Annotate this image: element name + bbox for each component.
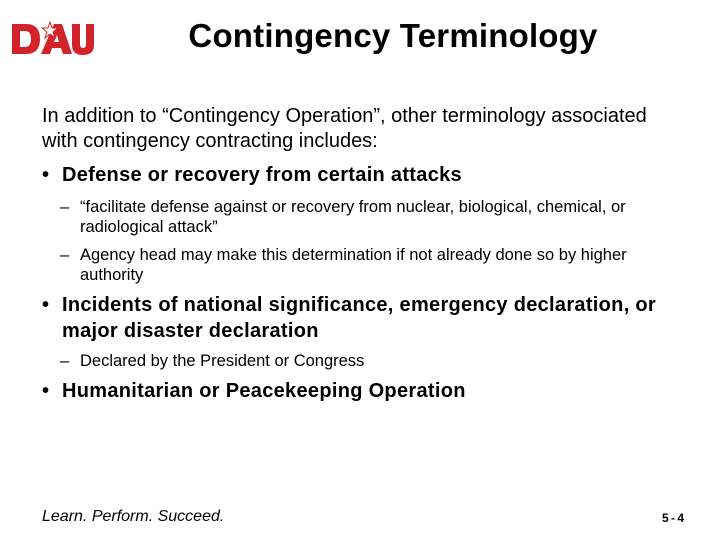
intro-text: In addition to “Contingency Operation”, other terminology associated with contingency contracting includes: [42, 105, 647, 152]
page-number: 5 - 4 [661, 511, 684, 525]
bullet-icon: • [42, 294, 50, 316]
dash-icon: – [60, 352, 70, 370]
sub-bullet-text: “facilitate defense against or recovery from nuclear, biological, chemical, or radiological attack” [80, 198, 626, 236]
bullet-item [42, 378, 682, 404]
slide-title: Contingency Terminology [188, 17, 598, 54]
bullet-label: Incidents of national significance, emergency declaration, or major disaster declaration [62, 294, 657, 342]
bullet-item [42, 292, 682, 344]
bullet-icon: • [42, 380, 50, 402]
bullet-label: Defense or recovery from certain attacks [62, 164, 462, 186]
sub-bullet-item [60, 245, 680, 285]
sub-bullet-item [60, 197, 680, 237]
bullet-item [42, 162, 682, 188]
bullet-label: Humanitarian or Peacekeeping Operation [62, 380, 466, 402]
sub-bullet-item [60, 351, 680, 371]
sub-bullet-text: Agency head may make this determination if not already done so by higher authority [80, 246, 627, 284]
bullet-icon: • [42, 164, 50, 186]
dash-icon: – [60, 246, 70, 264]
dash-icon: – [60, 198, 70, 216]
footer-tagline: Learn. Perform. Succeed. [42, 508, 225, 525]
sub-bullet-text: Declared by the President or Congress [80, 352, 365, 370]
